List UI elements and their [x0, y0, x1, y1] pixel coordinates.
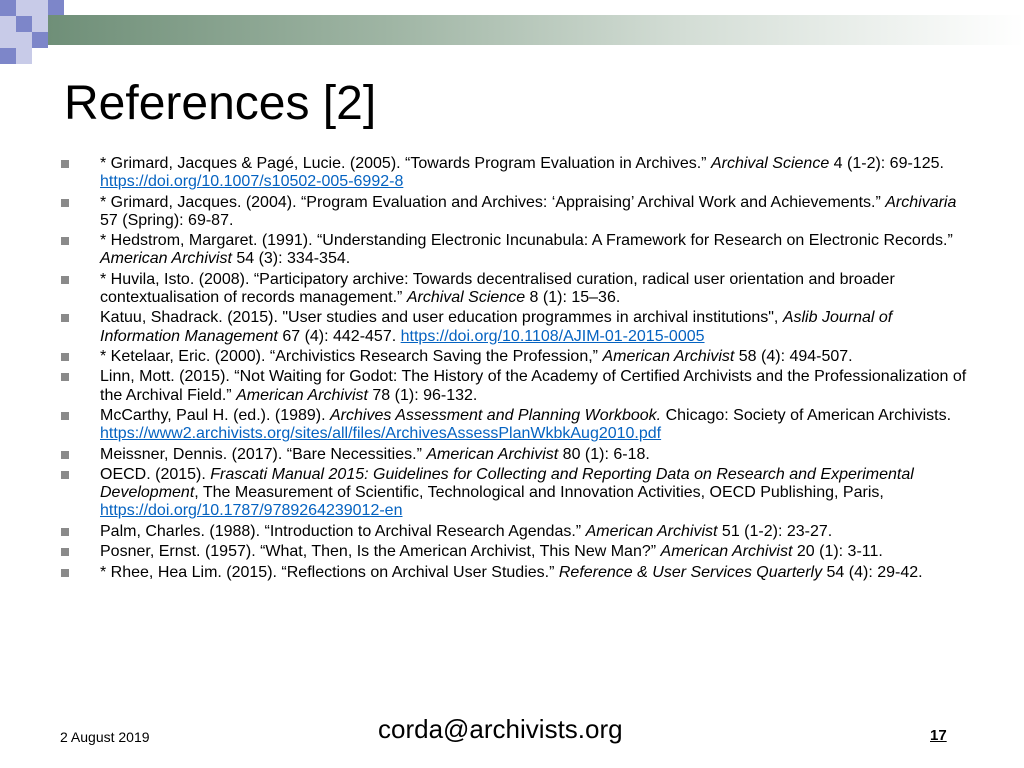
reference-text: 4 (1-2): 69-125.: [829, 155, 944, 172]
reference-source-title: Archives Assessment and Planning Workbook.: [330, 406, 662, 424]
reference-item: [58, 155, 968, 191]
footer-email: corda@archivists.org: [378, 714, 623, 744]
reference-text: * Grimard, Jacques. (2004). “Program Evaluation and Archives: ‘Appraising’ Archival Work and Achievements.”: [100, 193, 886, 211]
square-bullet-icon: [61, 314, 69, 322]
reference-source-title: American Archivist: [426, 445, 559, 463]
reference-text: McCarthy, Paul H. (ed.). (1989).: [100, 406, 330, 424]
reference-link[interactable]: https://www2.archivists.org/sites/all/files/ArchivesAssessPlanWkbkAug2010.pdf: [100, 425, 662, 443]
reference-text: 54 (4): 29-42.: [822, 563, 923, 581]
footer-date: 2 August 2019: [60, 729, 150, 745]
square-bullet-icon: [61, 199, 69, 207]
reference-item: [58, 564, 968, 582]
reference-text: OECD. (2015).: [100, 465, 211, 483]
square-bullet-icon: [61, 451, 69, 459]
reference-text: 54 (3): 334-354.: [231, 250, 351, 268]
reference-item: [58, 271, 968, 307]
deco-square: [16, 16, 32, 32]
deco-square: [32, 0, 48, 16]
square-bullet-icon: [61, 569, 69, 577]
reference-item: [58, 407, 968, 443]
reference-text: , The Measurement of Scientific, Technological and Innovation Activities, OECD Publishing, Paris,: [194, 484, 884, 502]
deco-square: [48, 0, 64, 16]
square-bullet-icon: [61, 528, 69, 536]
reference-text: 8 (1): 15–36.: [525, 288, 621, 306]
square-bullet-icon: [61, 276, 69, 284]
square-bullet-icon: [61, 412, 69, 420]
reference-source-title: Aslib Journal of Information Management: [100, 309, 893, 345]
square-bullet-icon: [61, 353, 69, 361]
deco-square: [16, 0, 32, 16]
reference-item: [58, 232, 968, 268]
reference-item: [58, 348, 968, 366]
reference-text: Palm, Charles. (1988). “Introduction to Archival Research Agendas.”: [100, 522, 586, 540]
square-bullet-icon: [61, 373, 69, 381]
deco-square: [0, 16, 16, 32]
square-bullet-icon: [61, 237, 69, 245]
reference-source-title: Archival Science: [710, 155, 830, 172]
reference-source-title: Archival Science: [406, 288, 526, 306]
reference-text: 51 (1-2): 23-27.: [717, 522, 833, 540]
reference-item: [58, 466, 968, 521]
deco-square: [16, 48, 32, 64]
reference-item: [58, 368, 968, 404]
reference-item: [58, 446, 968, 464]
reference-source-title: American Archivist: [660, 543, 793, 561]
reference-text: Posner, Ernst. (1957). “What, Then, Is the American Archivist, This New Man?”: [100, 543, 661, 561]
header-gradient-bar: [48, 15, 1024, 45]
reference-source-title: American Archivist: [236, 386, 368, 404]
reference-text: * Huvila, Isto. (2008). “Participatory archive: Towards decentralised curation, radical user orientation and broader contextualisation of records management.”: [100, 270, 895, 306]
reference-text: 67 (4): 442-457.: [277, 327, 401, 345]
page-number: 17: [930, 727, 947, 744]
reference-text: 20 (1): 3-11.: [792, 543, 883, 561]
reference-text: * Rhee, Hea Lim. (2015). “Reflections on Archival User Studies.”: [100, 563, 559, 581]
reference-link[interactable]: https://doi.org/10.1007/s10502-005-6992-8: [100, 173, 404, 191]
deco-square: [0, 0, 16, 16]
reference-link[interactable]: https://doi.org/10.1108/AJIM-01-2015-0005: [400, 327, 705, 345]
reference-source-title: Reference & User Services Quarterly: [558, 563, 823, 581]
deco-square: [32, 16, 48, 32]
reference-item: [58, 543, 968, 561]
reference-text: Linn, Mott. (2015). “Not Waiting for Godot: The History of the Academy of Certified Archivists and the Professionalization of the Archival Field.”: [100, 368, 967, 404]
reference-source-title: American Archivist: [585, 522, 718, 540]
square-bullet-icon: [61, 160, 69, 168]
reference-list: [58, 155, 968, 584]
square-bullet-icon: [61, 548, 69, 556]
reference-text: 57 (Spring): 69-87.: [100, 211, 234, 229]
reference-item: [58, 194, 968, 230]
reference-text: Katuu, Shadrack. (2015). "User studies and user education programmes in archival institutions",: [100, 309, 783, 327]
reference-item: [58, 309, 968, 345]
reference-text: 58 (4): 494-507.: [734, 347, 853, 365]
deco-square: [16, 32, 32, 48]
reference-text: Chicago: Society of American Archivists.: [661, 406, 952, 424]
reference-text: * Ketelaar, Eric. (2000). “Archivistics Research Saving the Profession,”: [100, 347, 603, 365]
reference-item: [58, 523, 968, 541]
reference-link[interactable]: https://doi.org/10.1787/9789264239012-en: [100, 502, 403, 520]
reference-source-title: American Archivist: [602, 347, 735, 365]
reference-source-title: Archivaria: [885, 193, 957, 211]
reference-text: 80 (1): 6-18.: [558, 445, 650, 463]
reference-text: * Grimard, Jacques & Pagé, Lucie. (2005). “Towards Program Evaluation in Archives.”: [100, 155, 711, 172]
square-bullet-icon: [61, 471, 69, 479]
reference-text: 78 (1): 96-132.: [367, 386, 478, 404]
deco-square: [0, 48, 16, 64]
reference-source-title: Frascati Manual 2015: Guidelines for Collecting and Reporting Data on Research and Experimental Development: [100, 465, 914, 502]
deco-square: [0, 32, 16, 48]
slide-title: References [2]: [64, 77, 377, 130]
reference-text: Meissner, Dennis. (2017). “Bare Necessities.”: [100, 445, 427, 463]
reference-source-title: American Archivist: [100, 250, 232, 268]
reference-text: * Hedstrom, Margaret. (1991). “Understanding Electronic Incunabula: A Framework for Research on Electronic Records.”: [100, 232, 953, 250]
deco-square: [32, 32, 48, 48]
